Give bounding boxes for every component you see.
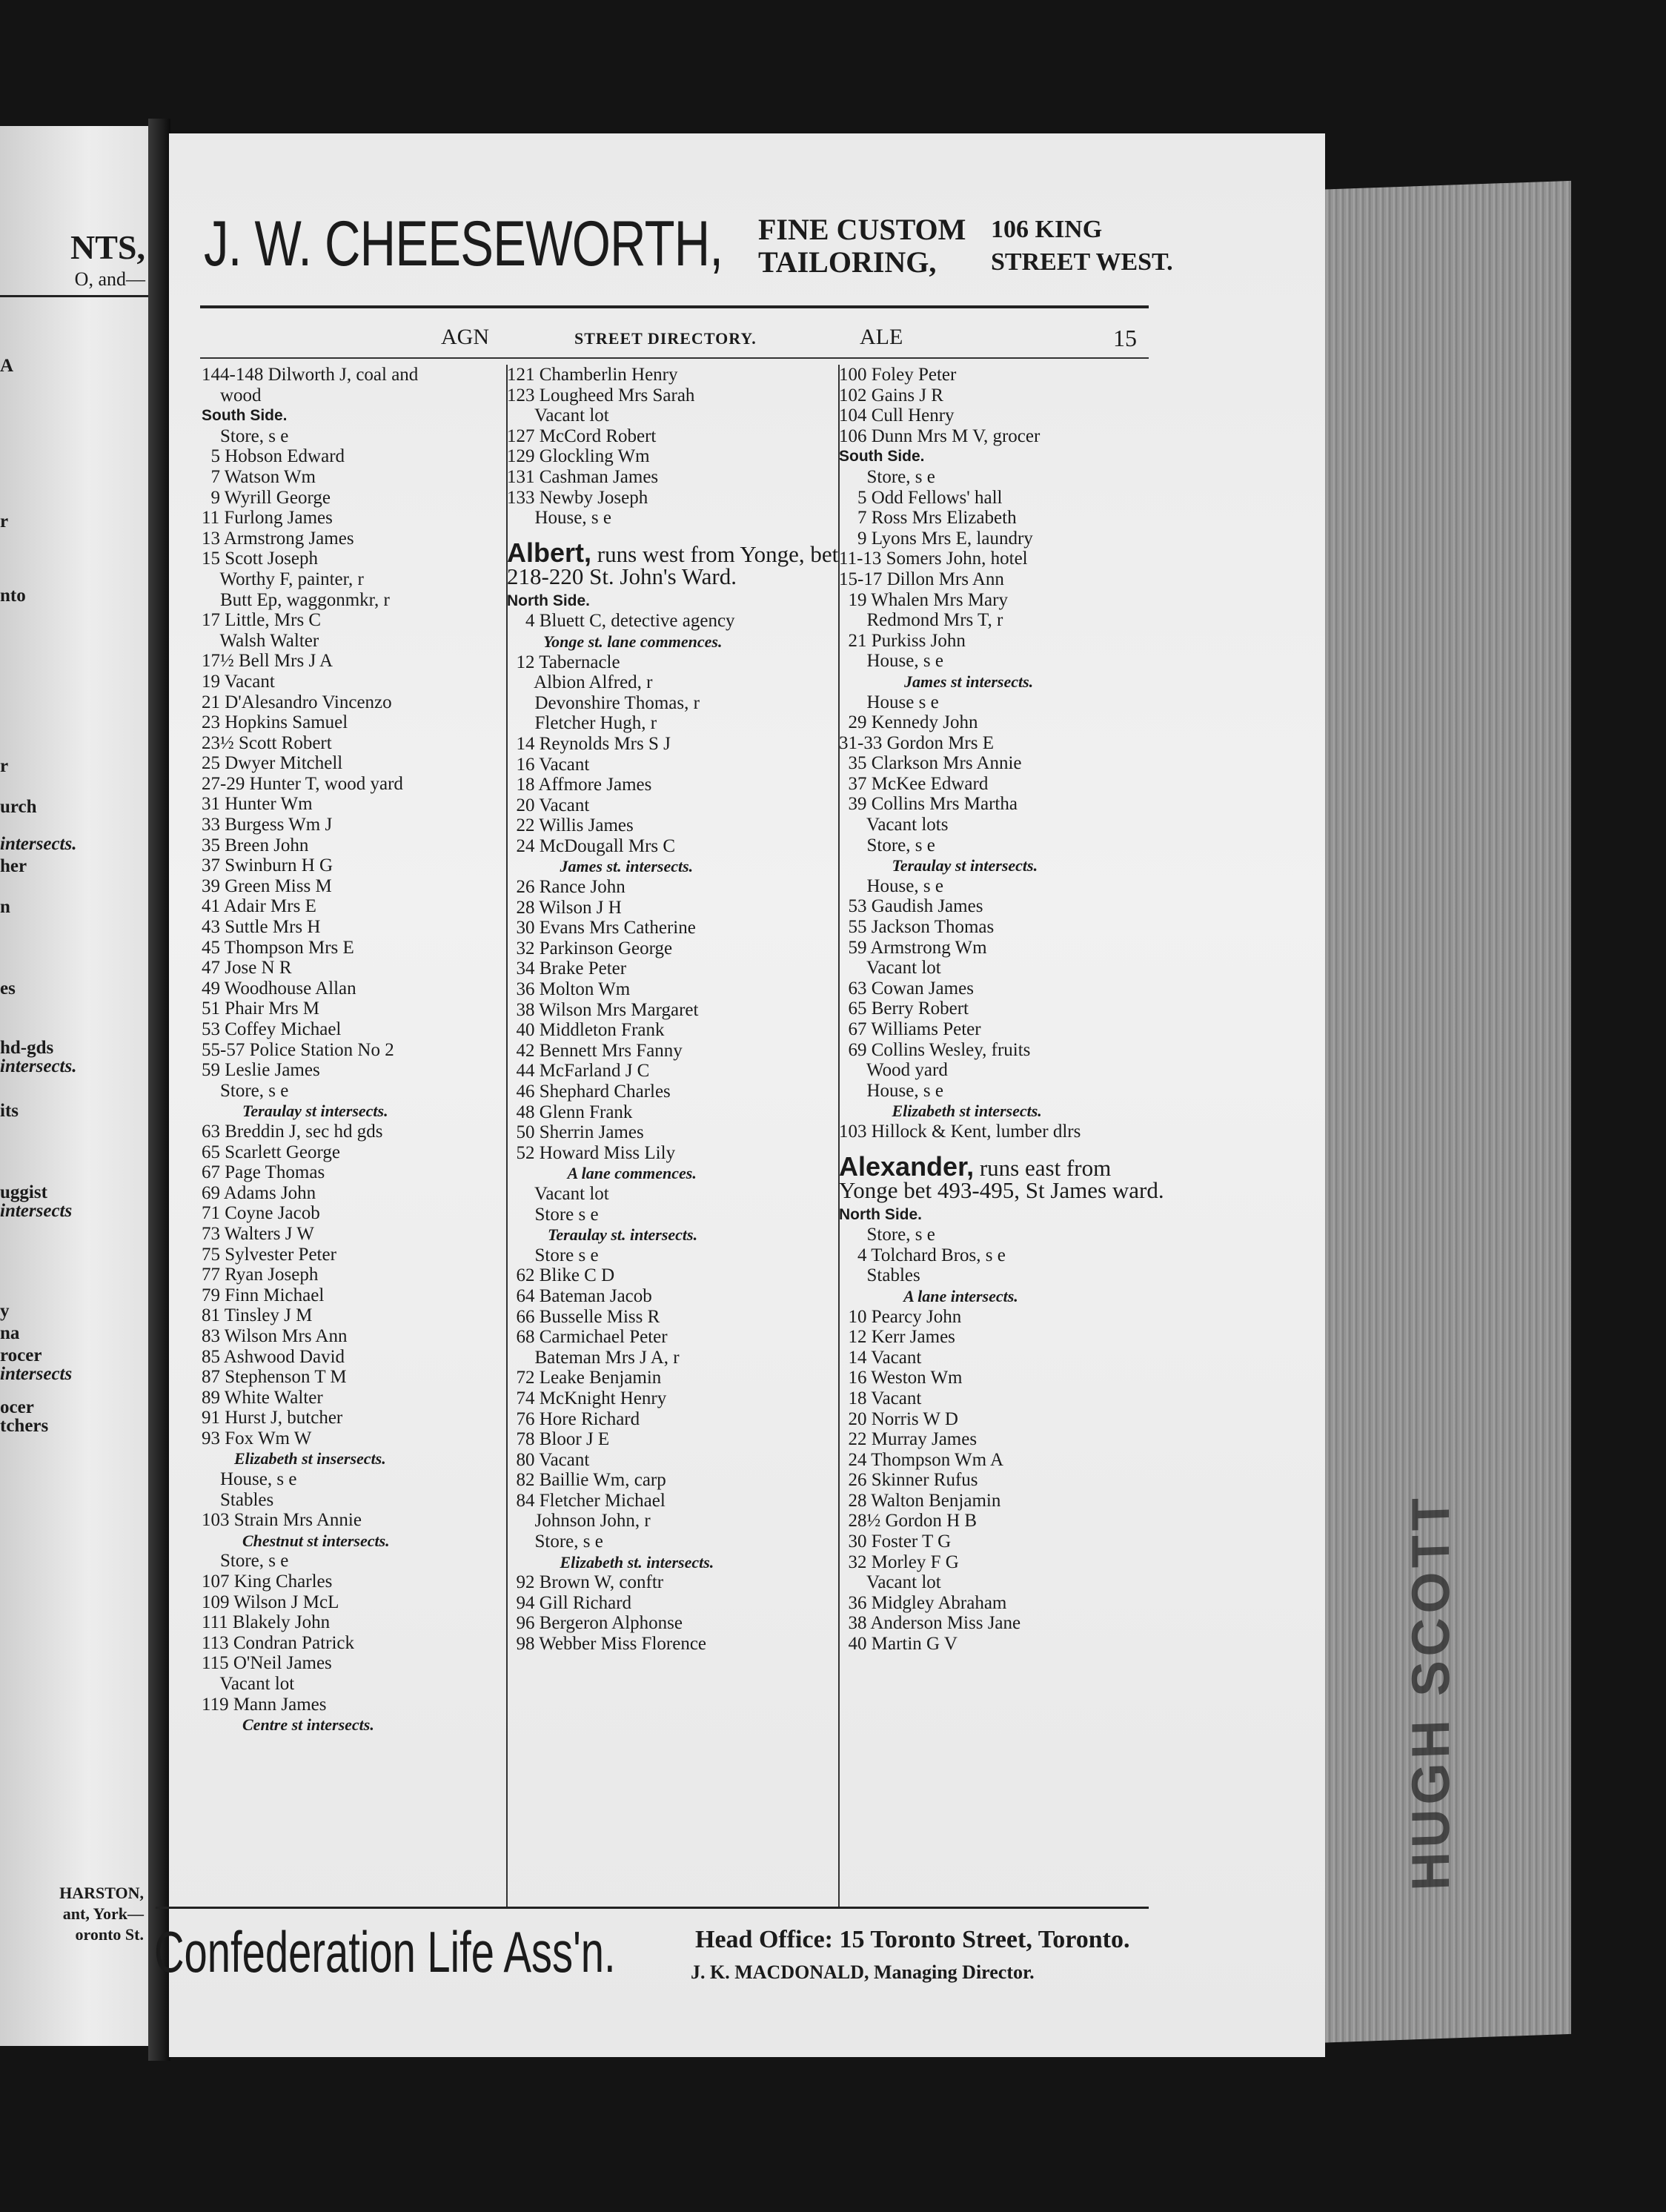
intersection-note: Teraulay st intersects. xyxy=(839,856,1038,875)
directory-entry: 63 Breddin J, sec hd gds xyxy=(202,1121,383,1142)
directory-entry: 37 McKee Edward xyxy=(839,773,989,794)
directory-entry: 64 Bateman Jacob xyxy=(507,1285,652,1306)
page-number: 15 xyxy=(1113,325,1137,351)
directory-entry: 59 Armstrong Wm xyxy=(839,937,987,958)
directory-entry: 77 Ryan Joseph xyxy=(202,1265,319,1285)
left-page-fragment: es xyxy=(0,978,16,999)
directory-entry: 63 Cowan James xyxy=(839,978,974,999)
directory-entry: 21 D'Alesandro Vincenzo xyxy=(202,692,392,712)
left-page-fragment: its xyxy=(0,1101,19,1121)
directory-entry: 19 Vacant xyxy=(202,671,275,692)
left-page-fragment: tchers xyxy=(0,1416,49,1436)
directory-entry: 4 Bluett C, detective agency xyxy=(507,611,735,632)
directory-entry: 23½ Scott Robert xyxy=(202,732,332,753)
intersection-note: Centre st intersects. xyxy=(202,1715,374,1735)
directory-entry: 89 White Walter xyxy=(202,1387,323,1408)
directory-entry: Vacant lot xyxy=(202,1674,295,1694)
directory-entry: 7 Ross Mrs Elizabeth xyxy=(839,508,1017,529)
directory-entry: 29 Kennedy John xyxy=(839,712,978,733)
directory-entry: 50 Sherrin James xyxy=(507,1122,644,1143)
directory-entry: Store, s e xyxy=(202,1080,289,1101)
directory-entry: 92 Brown W, conftr xyxy=(507,1572,664,1593)
intersection-note: Yonge st. lane commences. xyxy=(507,632,723,651)
directory-entry: 26 Skinner Rufus xyxy=(839,1470,978,1491)
street-name: Albert, xyxy=(507,537,592,568)
directory-entry: Worthy F, painter, r xyxy=(202,569,364,589)
directory-entry: 121 Chamberlin Henry xyxy=(507,365,678,385)
directory-entry: 32 Parkinson George xyxy=(507,938,673,958)
directory-entry: 103 Strain Mrs Annie xyxy=(202,1510,362,1531)
directory-entry: 69 Collins Wesley, fruits xyxy=(839,1039,1031,1060)
directory-entry: 31 Hunter Wm xyxy=(202,794,313,815)
directory-entry: 65 Berry Robert xyxy=(839,999,969,1019)
footer-rule xyxy=(156,1907,1149,1909)
side-heading: South Side. xyxy=(202,407,288,425)
directory-entry: 24 McDougall Mrs C xyxy=(507,835,676,856)
directory-entry: 24 Thompson Wm A xyxy=(839,1449,1004,1470)
intersection-note: Elizabeth st insersects. xyxy=(202,1449,386,1468)
directory-entry: 40 Middleton Frank xyxy=(507,1020,665,1041)
left-page-fragment: intersects. xyxy=(0,1056,77,1076)
left-page-fragment: n xyxy=(0,897,10,917)
street-description: runs east from Yonge bet 493-495, St James ward. xyxy=(839,1154,1164,1203)
directory-entry: Devonshire Thomas, r xyxy=(507,692,700,713)
directory-entry: 12 Kerr James xyxy=(839,1327,955,1348)
address-line-2: STREET WEST. xyxy=(991,248,1173,276)
directory-entry: 15-17 Dillon Mrs Ann xyxy=(839,569,1004,589)
directory-entry: 53 Coffey Michael xyxy=(202,1019,342,1039)
directory-entry: 46 Shephard Charles xyxy=(507,1082,671,1102)
directory-entry: 21 Purkiss John xyxy=(839,630,966,651)
directory-entry: 25 Dwyer Mitchell xyxy=(202,753,343,774)
directory-entry: 119 Mann James xyxy=(202,1694,327,1715)
directory-entry: 23 Hopkins Samuel xyxy=(202,712,348,733)
directory-entry: 73 Walters J W xyxy=(202,1223,314,1244)
directory-entry: Store, s e xyxy=(839,835,935,855)
directory-entry: Store, s e xyxy=(839,1225,935,1245)
directory-entry: 106 Dunn Mrs M V, grocer xyxy=(839,425,1041,446)
directory-entry: 82 Baillie Wm, carp xyxy=(507,1470,666,1491)
advertiser-service xyxy=(758,213,966,279)
directory-entry: 35 Breen John xyxy=(202,835,309,855)
directory-entry: 85 Ashwood David xyxy=(202,1346,345,1367)
directory-entry: 71 Coyne Jacob xyxy=(202,1203,320,1224)
intersection-note: James st. intersects. xyxy=(507,857,694,876)
directory-entry: Store s e xyxy=(507,1245,599,1265)
running-head-left: AGN xyxy=(441,325,489,349)
directory-entry: Store s e xyxy=(507,1204,599,1225)
directory-entry: 13 Armstrong James xyxy=(202,528,354,549)
left-page-fragment: intersects xyxy=(0,1201,73,1221)
intersection-note: Elizabeth st. intersects. xyxy=(507,1552,714,1572)
directory-entry: 33 Burgess Wm J xyxy=(202,815,333,835)
directory-entry: 55 Jackson Thomas xyxy=(839,917,995,938)
directory-entry: 103 Hillock & Kent, lumber dlrs xyxy=(839,1121,1081,1142)
directory-entry: 16 Vacant xyxy=(507,754,590,775)
directory-entry: Store, s e xyxy=(507,1531,603,1552)
intersection-note: Chestnut st intersects. xyxy=(202,1531,390,1550)
directory-entry: Fletcher Hugh, r xyxy=(507,713,657,734)
directory-entry: 15 Scott Joseph xyxy=(202,549,318,569)
directory-entry: 66 Busselle Miss R xyxy=(507,1306,660,1327)
directory-entry: 38 Anderson Miss Jane xyxy=(839,1613,1021,1634)
directory-entry: 72 Leake Benjamin xyxy=(507,1368,662,1388)
directory-entry: House, s e xyxy=(839,1080,943,1101)
directory-entry: 84 Fletcher Michael xyxy=(507,1490,666,1511)
directory-entry: Vacant lot xyxy=(507,1183,609,1204)
left-page-fragment: A xyxy=(0,356,14,376)
directory-entry: 28 Wilson J H xyxy=(507,897,622,918)
street-heading xyxy=(507,537,840,589)
left-page-header: NTS, xyxy=(70,228,145,266)
directory-entry: 133 Newby Joseph xyxy=(507,487,648,508)
left-page-fragment: urch xyxy=(0,797,37,817)
directory-entry: 83 Wilson Mrs Ann xyxy=(202,1325,348,1346)
directory-entry: 52 Howard Miss Lily xyxy=(507,1142,676,1163)
intersection-note: Teraulay st. intersects. xyxy=(507,1225,698,1245)
directory-entry: 87 Stephenson T M xyxy=(202,1367,347,1388)
left-page-fragment: her xyxy=(0,856,27,876)
directory-entry: 44 McFarland J C xyxy=(507,1061,650,1082)
directory-entry: 115 O'Neil James xyxy=(202,1653,332,1674)
directory-entry: Stables xyxy=(839,1265,920,1286)
managing-director: J. K. MACDONALD, Managing Director. xyxy=(691,1961,1035,1983)
directory-entry: House s e xyxy=(839,692,939,712)
directory-entry: Wood yard xyxy=(839,1060,948,1081)
head-office-address: Head Office: 15 Toronto Street, Toronto. xyxy=(695,1926,1130,1953)
directory-entry: 144-148 Dilworth J, coal and xyxy=(202,365,419,385)
directory-entry: 34 Brake Peter xyxy=(507,958,627,979)
directory-entry: 113 Condran Patrick xyxy=(202,1632,354,1653)
service-line-2: TAILORING, xyxy=(758,245,937,279)
left-page-footer-line: ant, York— xyxy=(62,1904,144,1923)
left-page-fragment: r xyxy=(0,756,9,776)
left-page-fragment: r xyxy=(0,511,9,532)
directory-entry: 7 Watson Wm xyxy=(202,466,316,487)
directory-entry: Store, s e xyxy=(202,425,289,446)
left-page-fragment: intersects. xyxy=(0,834,77,854)
directory-entry: 69 Adams John xyxy=(202,1182,316,1203)
advertiser-name: J. W. CHEESEWORTH, xyxy=(204,208,723,279)
directory-entry: 20 Vacant xyxy=(507,795,590,815)
street-description: runs west from Yonge, bet 218-220 St. John's Ward. xyxy=(507,540,839,589)
directory-entry: Walsh Walter xyxy=(202,630,319,651)
side-heading: South Side. xyxy=(839,448,925,466)
intersection-note: A lane intersects. xyxy=(839,1286,1018,1305)
directory-entry: 127 McCord Robert xyxy=(507,425,657,446)
directory-entry: House, s e xyxy=(839,651,943,672)
fore-edge-lettering: HUGH SCOTT xyxy=(1401,1492,1461,1892)
directory-entry: 30 Evans Mrs Catherine xyxy=(507,918,696,938)
directory-entry: 27-29 Hunter T, wood yard xyxy=(202,773,403,794)
directory-entry: 129 Glockling Wm xyxy=(507,446,650,467)
left-page-rule xyxy=(0,295,148,297)
directory-entry: 67 Williams Peter xyxy=(839,1019,981,1039)
directory-entry: 68 Carmichael Peter xyxy=(507,1327,668,1348)
left-page-fragment: hd-gds xyxy=(0,1038,54,1058)
directory-entry: 59 Leslie James xyxy=(202,1060,320,1081)
running-head-center: STREET DIRECTORY. xyxy=(574,329,757,348)
directory-entry: 76 Hore Richard xyxy=(507,1408,640,1429)
directory-entry: 47 Jose N R xyxy=(202,958,292,978)
directory-entry: 104 Cull Henry xyxy=(839,405,955,426)
directory-entry: Store, s e xyxy=(202,1551,289,1572)
directory-entry: Redmond Mrs T, r xyxy=(839,610,1003,631)
directory-entry: 11 Furlong James xyxy=(202,508,333,529)
left-page-fragment: ocer xyxy=(0,1397,34,1417)
directory-entry: 18 Affmore James xyxy=(507,775,652,795)
directory-entry: 75 Sylvester Peter xyxy=(202,1244,336,1265)
directory-entry: Albion Alfred, r xyxy=(507,672,653,693)
left-page-footer-line: oronto St. xyxy=(75,1925,144,1944)
left-page-fragment: nto xyxy=(0,586,26,606)
directory-entry: 20 Norris W D xyxy=(839,1408,958,1429)
directory-entry: 10 Pearcy John xyxy=(839,1306,962,1327)
directory-entry: Stables xyxy=(202,1489,274,1510)
directory-entry: wood xyxy=(202,385,262,405)
directory-entry: 51 Phair Mrs M xyxy=(202,999,320,1019)
address-line-1: 106 KING xyxy=(991,216,1103,243)
directory-entry: 5 Odd Fellows' hall xyxy=(839,487,1003,508)
book-fore-edge xyxy=(1312,181,1571,2043)
directory-entry: 111 Blakely John xyxy=(202,1612,331,1633)
directory-column-1 xyxy=(202,365,505,1735)
directory-entry: House, s e xyxy=(507,508,611,529)
advertiser-address xyxy=(991,213,1173,279)
directory-entry: 39 Collins Mrs Martha xyxy=(839,794,1018,815)
directory-entry: 62 Blike C D xyxy=(507,1265,615,1286)
directory-entry: 17 Little, Mrs C xyxy=(202,610,322,631)
directory-entry: 9 Lyons Mrs E, laundry xyxy=(839,528,1033,549)
directory-entry: 14 Reynolds Mrs S J xyxy=(507,733,671,754)
facing-left-page xyxy=(0,126,148,2046)
left-page-fragment: uggist xyxy=(0,1182,47,1202)
directory-entry: 14 Vacant xyxy=(839,1347,922,1368)
directory-entry: 40 Martin G V xyxy=(839,1634,958,1655)
left-page-fragment: intersects xyxy=(0,1364,73,1384)
directory-entry: 19 Whalen Mrs Mary xyxy=(839,589,1008,610)
street-heading xyxy=(839,1150,1165,1203)
directory-entry: 42 Bennett Mrs Fanny xyxy=(507,1040,683,1061)
footer-advertisement xyxy=(154,1918,1192,2007)
directory-entry: Vacant lot xyxy=(507,405,609,426)
directory-entry: 55-57 Police Station No 2 xyxy=(202,1039,394,1060)
directory-entry: 91 Hurst J, butcher xyxy=(202,1408,343,1428)
side-heading: North Side. xyxy=(839,1205,923,1223)
directory-entry: 41 Adair Mrs E xyxy=(202,896,316,917)
left-page-subheader: O, and— xyxy=(74,268,145,290)
directory-entry: Vacant lots xyxy=(839,815,949,835)
side-heading: North Side. xyxy=(507,592,591,609)
intersection-note: James st intersects. xyxy=(839,672,1034,691)
insurance-company-name: Confederation Life Ass'n. xyxy=(154,1919,616,1984)
directory-entry: 43 Suttle Mrs H xyxy=(202,917,321,938)
book-gutter xyxy=(148,119,170,2061)
directory-entry: Bateman Mrs J A, r xyxy=(507,1347,680,1368)
running-head xyxy=(200,325,1149,354)
directory-entry: 100 Foley Peter xyxy=(839,365,957,385)
directory-entry: 74 McKnight Henry xyxy=(507,1388,667,1408)
left-page-footer xyxy=(59,1883,144,1945)
directory-entry: 107 King Charles xyxy=(202,1572,333,1592)
directory-entry: 36 Molton Wm xyxy=(507,979,631,1000)
left-page-fragment: na xyxy=(0,1323,20,1343)
directory-entry: 49 Woodhouse Allan xyxy=(202,978,356,999)
directory-entry: 32 Morley F G xyxy=(839,1552,959,1572)
directory-entry: 78 Bloor J E xyxy=(507,1429,610,1450)
intersection-note: A lane commences. xyxy=(507,1164,697,1183)
directory-entry: 22 Willis James xyxy=(507,815,634,836)
directory-entry: 5 Hobson Edward xyxy=(202,446,345,467)
directory-entry: 102 Gains J R xyxy=(839,385,943,405)
directory-entry: 94 Gill Richard xyxy=(507,1592,632,1613)
directory-entry: Johnson John, r xyxy=(507,1511,651,1531)
directory-entry: 28 Walton Benjamin xyxy=(839,1490,1001,1511)
directory-entry: 131 Cashman James xyxy=(507,466,659,487)
intersection-note: Teraulay st intersects. xyxy=(202,1102,388,1121)
directory-entry: 53 Gaudish James xyxy=(839,896,983,917)
directory-entry: 81 Tinsley J M xyxy=(202,1305,313,1326)
directory-entry: 16 Weston Wm xyxy=(839,1368,963,1388)
directory-entry: 36 Midgley Abraham xyxy=(839,1592,1007,1613)
directory-entry: 26 Rance John xyxy=(507,877,625,898)
left-page-fragment: rocer xyxy=(0,1345,42,1365)
directory-entry: 96 Bergeron Alphonse xyxy=(507,1613,683,1634)
advertising-banner xyxy=(204,200,1173,311)
directory-entry: 79 Finn Michael xyxy=(202,1285,325,1305)
directory-entry: 4 Tolchard Bros, s e xyxy=(839,1245,1006,1265)
directory-entry: 39 Green Miss M xyxy=(202,875,332,896)
directory-entry: 11-13 Somers John, hotel xyxy=(839,549,1028,569)
running-head-rule xyxy=(200,357,1149,359)
directory-entry: 38 Wilson Mrs Margaret xyxy=(507,999,699,1020)
directory-entry: 109 Wilson J McL xyxy=(202,1592,339,1612)
directory-entry: 80 Vacant xyxy=(507,1449,590,1470)
directory-entry: 67 Page Thomas xyxy=(202,1162,325,1183)
directory-column-2 xyxy=(507,365,840,1655)
directory-entry: 28½ Gordon H B xyxy=(839,1511,978,1531)
directory-entry: 48 Glenn Frank xyxy=(507,1102,633,1122)
directory-entry: Store, s e xyxy=(839,466,935,487)
directory-entry: 18 Vacant xyxy=(839,1388,922,1408)
directory-entry: House, s e xyxy=(202,1469,297,1490)
directory-entry: 37 Swinburn H G xyxy=(202,855,333,876)
directory-entry: 123 Lougheed Mrs Sarah xyxy=(507,385,695,405)
directory-entry: 65 Scarlett George xyxy=(202,1142,340,1162)
directory-entry: 93 Fox Wm W xyxy=(202,1428,312,1448)
intersection-note: Elizabeth st intersects. xyxy=(839,1102,1042,1121)
directory-entry: Vacant lot xyxy=(839,1572,941,1593)
left-page-fragment: y xyxy=(0,1301,10,1321)
directory-entry: Butt Ep, waggonmkr, r xyxy=(202,589,390,610)
directory-entry: 98 Webber Miss Florence xyxy=(507,1634,707,1655)
directory-entry: House, s e xyxy=(839,875,943,896)
directory-entry: 9 Wyrill George xyxy=(202,487,331,508)
left-page-footer-line: HARSTON, xyxy=(59,1884,144,1902)
service-line-1: FINE CUSTOM xyxy=(758,213,966,246)
street-name: Alexander, xyxy=(839,1150,975,1182)
directory-column-3 xyxy=(839,365,1165,1655)
banner-rule xyxy=(200,305,1149,308)
directory-entry: 31-33 Gordon Mrs E xyxy=(839,732,995,753)
directory-entry: 17½ Bell Mrs J A xyxy=(202,651,333,672)
directory-entry: 12 Tabernacle xyxy=(507,652,620,672)
directory-entry: 35 Clarkson Mrs Annie xyxy=(839,753,1022,774)
running-head-right: ALE xyxy=(860,325,903,349)
directory-entry: 30 Foster T G xyxy=(839,1531,952,1552)
directory-entry: 22 Murray James xyxy=(839,1429,978,1450)
directory-entry: 45 Thompson Mrs E xyxy=(202,937,354,958)
directory-entry: Vacant lot xyxy=(839,958,941,978)
